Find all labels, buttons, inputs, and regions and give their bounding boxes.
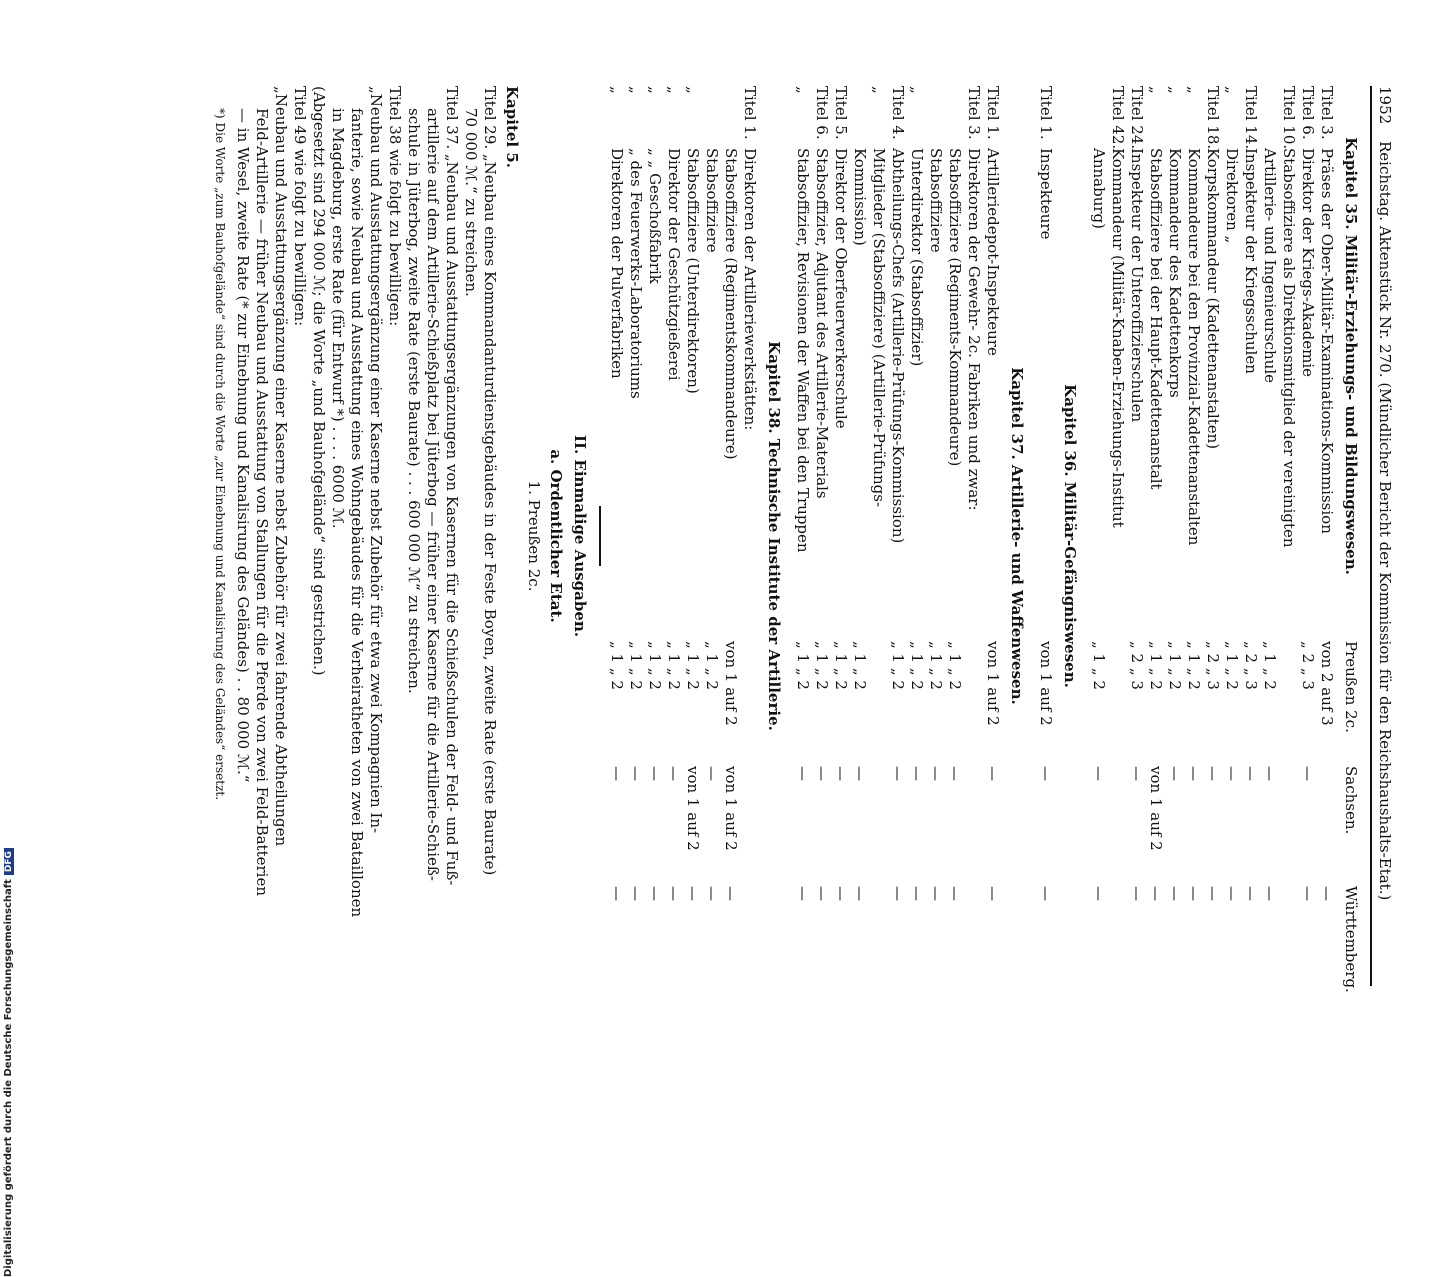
table-cell-wuerttemberg: —	[794, 886, 812, 901]
budget-line: Titel 38 wie folgt zu bewilligen:	[386, 86, 404, 327]
table-row-description: Direktoren der Pulverfabriken	[608, 148, 626, 379]
table-cell-sachsen: —	[703, 766, 721, 781]
table-cell-wuerttemberg: —	[646, 886, 664, 901]
table-cell-sachsen: —	[646, 766, 664, 781]
table-row-title-number: „	[646, 86, 664, 94]
table-row-description: Präses der Ober-Militär-Examinations-Kommission	[1318, 148, 1336, 534]
table-cell-sachsen: —	[608, 766, 626, 781]
budget-line: Titel 49 wie folgt zu bewilligen:	[291, 86, 309, 327]
table-row-title-number: Titel 6.	[1299, 86, 1317, 140]
table-cell-preussen: „ 1 „ 2	[851, 641, 869, 690]
column-heading-preussen: Preußen 2c.	[1342, 641, 1360, 733]
running-title: Reichstag. Aktenstück Nr. 270. (Mündlicher Bericht der Kommission für den Reichshaushalts-Etat.)	[1376, 141, 1394, 901]
table-cell-preussen: von 1 auf 2	[984, 641, 1002, 726]
table-row-description: Inspekteur der Kriegsschulen	[1242, 148, 1260, 374]
table-row-title-number: „	[1147, 86, 1165, 94]
table-row-description: Direktor der Geschützgießerei	[665, 148, 683, 381]
table-cell-wuerttemberg: —	[1261, 886, 1279, 901]
kapitel-heading: Kapitel 5.	[503, 86, 521, 168]
budget-line: fanterie, sowie Neubau und Ausstattung eines Wohngebäudes für die Verheiratheten von zwei Bataillonen	[348, 108, 366, 918]
table-cell-wuerttemberg: —	[608, 886, 626, 901]
table-row-description: Inspekteur der Unteroffizierschulen	[1128, 148, 1146, 423]
table-row-description: Direktor der Kriegs-Akademie	[1299, 148, 1317, 378]
section-heading-k36: Kapitel 36. Militär-Gefängniswesen.	[1061, 384, 1079, 688]
table-cell-wuerttemberg: —	[1318, 886, 1336, 901]
table-row-title-number: Titel 10.	[1280, 86, 1298, 150]
table-cell-sachsen: —	[1204, 766, 1222, 781]
table-cell-sachsen: —	[1299, 766, 1317, 781]
table-row-title-number: „	[794, 86, 812, 94]
budget-line: Feld-Artillerie — früher Neubau und Ausstattung von Stallungen für die Pferde von zwei Feld-Batterien	[253, 108, 271, 896]
table-cell-wuerttemberg: —	[1299, 886, 1317, 901]
table-row-description: Direktor der Oberfeuerwerkerschule	[832, 148, 850, 429]
table-cell-sachsen: —	[627, 766, 645, 781]
table-cell-preussen: „ 2 „ 3	[1204, 641, 1222, 690]
table-cell-sachsen: —	[1166, 766, 1184, 781]
table-row-description: Stabsoffiziere bei der Haupt-Kadettenanstalt	[1147, 148, 1165, 490]
header-rule	[1370, 86, 1372, 986]
table-cell-wuerttemberg: —	[722, 886, 740, 901]
budget-line: Titel 37. „Neubau und Ausstattungsergänzungen von Kasernen für die Schießschulen der Feld- und Fuß-	[443, 86, 461, 886]
table-cell-preussen: „ 1 „ 2	[927, 641, 945, 690]
table-row-description: „ „ Geschoßfabrik	[646, 148, 664, 284]
subheading-ordentlicher-etat: a. Ordentlicher Etat.	[547, 449, 565, 623]
table-cell-preussen: von 1 auf 2	[722, 641, 740, 726]
table-row-title-number: Titel 24.	[1128, 86, 1146, 150]
table-cell-sachsen: von 1 auf 2	[684, 766, 702, 851]
table-row-description: Artillerie- und Ingenieurschule	[1261, 148, 1279, 383]
table-cell-wuerttemberg: —	[984, 886, 1002, 901]
table-cell-sachsen: —	[908, 766, 926, 781]
part-heading: II. Einmalige Ausgaben.	[571, 434, 589, 638]
budget-line: „Neubau und Ausstattungsergänzung einer Kaserne nebst Zubehör für zwei fahrende Abtheilungen	[272, 86, 290, 847]
budget-line: — in Wesel, zweite Rate (* zur Einebnung und Kanalisirung des Geländes) . . 80 000 ℳ.“	[234, 108, 252, 783]
table-cell-sachsen: —	[665, 766, 683, 781]
table-cell-preussen: „ 1 „ 2	[646, 641, 664, 690]
section-heading-k37: Kapitel 37. Artillerie- und Waffenwesen.	[1008, 367, 1026, 705]
budget-line: 70 000 ℳ.“ zu streichen.	[462, 108, 480, 297]
table-cell-preussen: „ 1 „ 2	[684, 641, 702, 690]
table-cell-sachsen: —	[889, 766, 907, 781]
digitization-credit-text: Digitalisierung gefördert durch die Deutsche Forschungsgemeinschaft	[3, 879, 14, 1277]
page-number: 1952	[1376, 86, 1394, 125]
table-row-description: Stabsoffiziere	[927, 148, 945, 253]
table-row-title-number: „	[627, 86, 645, 94]
budget-line: (Abgesetzt sind 294 000 ℳ; die Worte „und Bauhofgelände“ sind gestrichen.)	[310, 86, 328, 676]
table-row-description: Kommandeur des Kadettenkorps	[1166, 148, 1184, 398]
table-row-description: Direktoren der Artilleriewerkstätten:	[741, 148, 759, 431]
table-cell-preussen: „ 1 „ 2	[703, 641, 721, 690]
table-row-title-number: „	[665, 86, 683, 94]
table-cell-wuerttemberg: —	[1166, 886, 1184, 901]
table-row-title-number: „	[684, 86, 702, 94]
table-row-title-number: Titel 4.	[889, 86, 907, 140]
table-row-title-number: „	[870, 86, 888, 94]
table-cell-preussen: „ 1 „ 2	[665, 641, 683, 690]
column-heading-sachsen: Sachsen.	[1342, 766, 1360, 835]
table-cell-wuerttemberg: —	[813, 886, 831, 901]
table-cell-sachsen: —	[1037, 766, 1055, 781]
table-row-title-number: „	[608, 86, 626, 94]
table-cell-sachsen: —	[794, 766, 812, 781]
table-row-title-number: „	[1185, 86, 1203, 94]
table-row-title-number: „	[1223, 86, 1241, 94]
table-cell-wuerttemberg: —	[627, 886, 645, 901]
budget-line: artillerie auf dem Artillerie-Schießplatz bei Jüterbog — früher einer Kaserne für die Artillerie-Schieß-	[424, 108, 442, 881]
table-cell-sachsen: —	[946, 766, 964, 781]
section-heading-k38: Kapitel 38. Technische Institute der Artillerie.	[765, 341, 783, 731]
table-row-description: „ des Feuerwerks-Laboratoriums	[627, 148, 645, 399]
table-cell-sachsen: —	[832, 766, 850, 781]
table-row-description: Kommandeure bei den Provinzial-Kadettenanstalten	[1185, 148, 1203, 546]
table-row-description: Unterdirektor (Stabsoffizier)	[908, 148, 926, 367]
table-cell-sachsen: —	[1242, 766, 1260, 781]
table-row-description: Stabsoffiziere als Direktionsmitglied der vereinigten	[1280, 148, 1298, 548]
budget-line: schule in Jüterbog, zweite Rate (erste Baurate) . . . 600 000 ℳ“ zu streichen.	[405, 108, 423, 694]
table-cell-wuerttemberg: —	[684, 886, 702, 901]
table-row-title-number: Titel 3.	[1318, 86, 1336, 140]
table-row-description: Mitglieder (Stabsoffiziere) (Artillerie-Prüfungs-	[870, 148, 888, 508]
table-row-title-number: Titel 3.	[965, 86, 983, 140]
table-row-description: Direktoren der Gewehr- 2c. Fabriken und zwar:	[965, 148, 983, 511]
table-row-description: Stabsoffiziere (Regiments-Kommandeure)	[946, 148, 964, 467]
table-cell-preussen: „ 1 „ 2	[813, 641, 831, 690]
table-cell-wuerttemberg: —	[1090, 886, 1108, 901]
table-cell-preussen: „ 1 „ 2	[608, 641, 626, 690]
table-cell-preussen: „ 2 „ 3	[1242, 641, 1260, 690]
table-row-description: Kommission)	[851, 148, 869, 246]
table-cell-wuerttemberg: —	[1185, 886, 1203, 901]
table-row-description: Inspekteure	[1037, 148, 1055, 240]
subheading-preussen: 1. Preußen 2c.	[525, 480, 543, 592]
table-cell-wuerttemberg: —	[1147, 886, 1165, 901]
table-cell-sachsen: —	[984, 766, 1002, 781]
table-row-description: Stabsoffiziere (Regimentskommandeure)	[722, 148, 740, 460]
table-cell-sachsen: —	[1223, 766, 1241, 781]
table-row-description: Stabsoffiziere (Unterdirektoren)	[684, 148, 702, 394]
table-row-title-number: „	[1166, 86, 1184, 94]
table-row-description: Stabsoffizier, Adjutant des Artillerie-Materials	[813, 148, 831, 499]
table-cell-preussen: „ 2 „ 3	[1299, 641, 1317, 690]
footnote: *) Die Worte „zum Bauhofgelände“ sind durch die Worte „zur Einebnung und Kanalisirung des Geländes“ ersetzt.	[213, 108, 227, 801]
table-cell-preussen: „ 1 „ 2	[1147, 641, 1165, 690]
budget-line: „Neubau und Ausstattungsergänzung einer Kaserne nebst Zubehör für etwa zwei Kompagnien In-	[367, 86, 385, 834]
table-cell-preussen: „ 1 „ 2	[794, 641, 812, 690]
digitization-credit	[3, 848, 14, 1277]
table-cell-wuerttemberg: —	[832, 886, 850, 901]
table-cell-wuerttemberg: —	[703, 886, 721, 901]
table-cell-sachsen: —	[927, 766, 945, 781]
table-cell-wuerttemberg: —	[889, 886, 907, 901]
table-cell-preussen: „ 1 „ 2	[1261, 641, 1279, 690]
table-cell-preussen: „ 1 „ 2	[832, 641, 850, 690]
section-heading-k35: Kapitel 35. Militär-Erziehungs- und Bildungswesen.	[1342, 137, 1360, 575]
table-cell-preussen: „ 1 „ 2	[1223, 641, 1241, 690]
table-row-title-number: Titel 1.	[984, 86, 1002, 140]
table-cell-sachsen: —	[1185, 766, 1203, 781]
table-cell-wuerttemberg: —	[908, 886, 926, 901]
dfg-logo-icon: DFG	[4, 848, 14, 875]
table-cell-wuerttemberg: —	[1037, 886, 1055, 901]
table-cell-wuerttemberg: —	[1128, 886, 1146, 901]
table-cell-preussen: „ 1 „ 2	[889, 641, 907, 690]
table-row-title-number: Titel 18.	[1204, 86, 1222, 150]
table-cell-wuerttemberg: —	[927, 886, 945, 901]
table-row-title-number: Titel 5.	[832, 86, 850, 140]
table-row-description: Direktoren „	[1223, 148, 1241, 244]
table-cell-preussen: von 1 auf 2	[1037, 641, 1055, 726]
table-row-title-number: Titel 42.	[1109, 86, 1127, 150]
table-cell-sachsen: —	[1128, 766, 1146, 781]
table-cell-preussen: „ 2 „ 3	[1128, 641, 1146, 690]
table-cell-wuerttemberg: —	[851, 886, 869, 901]
table-cell-sachsen: —	[1090, 766, 1108, 781]
table-row-description: Kommandeur (Militär-Knaben-Erziehungs-Institut	[1109, 148, 1127, 528]
table-cell-wuerttemberg: —	[665, 886, 683, 901]
table-row-description: Stabsoffizier, Revisionen der Waffen bei den Truppen	[794, 148, 812, 553]
table-cell-wuerttemberg: —	[946, 886, 964, 901]
table-cell-preussen: „ 1 „ 2	[627, 641, 645, 690]
table-row-title-number: „	[908, 86, 926, 94]
table-row-title-number: Titel 6.	[813, 86, 831, 140]
document-page	[34, 86, 1394, 993]
table-row-description: Korpskommandeur (Kadettenanstalten)	[1204, 148, 1222, 450]
table-cell-preussen: „ 1 „ 2	[1185, 641, 1203, 690]
budget-line: Titel 29. „Neubau eines Kommandanturdienstgebäudes in der Feste Boyen, zweite Rate (erste Baurate)	[481, 86, 499, 876]
table-cell-sachsen: von 1 auf 2	[1147, 766, 1165, 851]
table-cell-sachsen: von 1 auf 2	[722, 766, 740, 851]
table-row-description: Annaburg)	[1090, 148, 1108, 229]
table-cell-sachsen: —	[851, 766, 869, 781]
table-row-title-number: Titel 1.	[1037, 86, 1055, 140]
table-cell-wuerttemberg: —	[1242, 886, 1260, 901]
table-cell-preussen: von 2 auf 3	[1318, 641, 1336, 726]
table-cell-preussen: „ 1 „ 2	[1166, 641, 1184, 690]
table-cell-sachsen: —	[813, 766, 831, 781]
column-heading-wuerttemberg: Württemberg.	[1342, 886, 1360, 993]
table-cell-wuerttemberg: —	[1204, 886, 1222, 901]
table-cell-preussen: „ 1 „ 2	[1090, 641, 1108, 690]
table-row-description: Artilleriedepot-Inspekteure	[984, 148, 1002, 356]
table-cell-sachsen: —	[1261, 766, 1279, 781]
table-row-title-number: Titel 14.	[1242, 86, 1260, 150]
section-divider	[599, 506, 601, 566]
table-row-description: Stabsoffiziere	[703, 148, 721, 253]
table-row-title-number: Titel 1.	[741, 86, 759, 140]
table-cell-preussen: „ 1 „ 2	[946, 641, 964, 690]
table-cell-wuerttemberg: —	[1223, 886, 1241, 901]
table-cell-preussen: „ 1 „ 2	[908, 641, 926, 690]
budget-line: in Magdeburg, erste Rate (für Entwurf *) . . . . 6000 ℳ.	[329, 108, 347, 529]
table-row-description: Abtheilungs-Chefs (Artillerie-Prüfungs-Kommission)	[889, 148, 907, 544]
